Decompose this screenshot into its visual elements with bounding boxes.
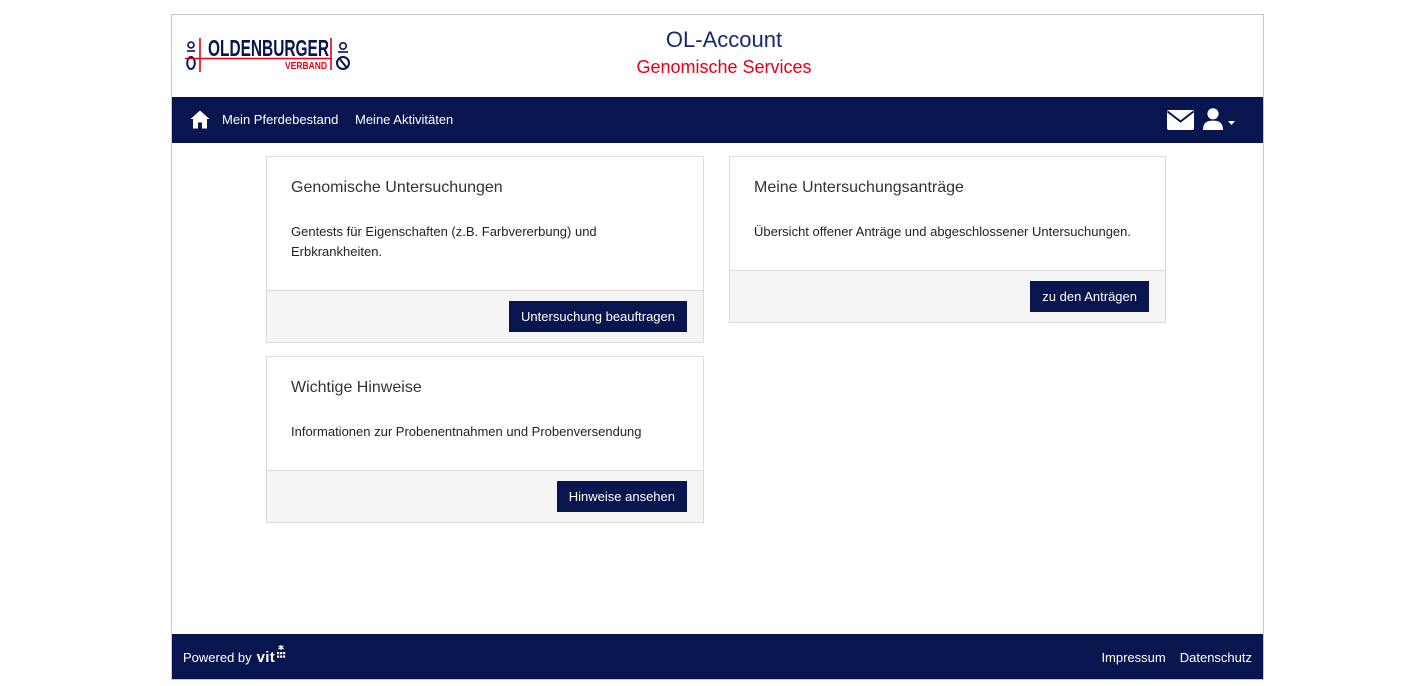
card-description: Informationen zur Probenentnahmen und Probenversendung — [291, 424, 642, 439]
app-subtitle: Genomische Services — [636, 57, 812, 77]
app-window — [171, 14, 1264, 680]
vit-logo[interactable] — [257, 649, 286, 666]
impressum-link[interactable]: Impressum — [1101, 650, 1166, 665]
card-title: Meine Untersuchungsanträge — [754, 179, 964, 196]
powered-by-label: Powered by — [183, 650, 252, 665]
powered-by — [183, 649, 286, 666]
card-untersuchungsantraege — [729, 156, 1166, 323]
hinweise-ansehen-button[interactable]: Hinweise ansehen — [557, 481, 687, 512]
header-titles — [172, 27, 1263, 79]
card-body — [267, 157, 703, 290]
card-body — [730, 157, 1165, 270]
card-description: Gentests für Eigenschaften (z.B. Farbvererbung) und Erbkrankheiten. — [291, 224, 597, 259]
nav-item-aktivitaeten[interactable]: Meine Aktivitäten — [355, 112, 454, 127]
user-icon — [1203, 108, 1223, 130]
card-title: Wichtige Hinweise — [291, 379, 422, 396]
logo-subline: VERBAND — [285, 61, 327, 72]
card-footer — [730, 270, 1165, 322]
nav-item-pferdebestand[interactable]: Mein Pferdebestand — [222, 112, 339, 127]
user-menu-toggle[interactable] — [1203, 108, 1233, 130]
card-description: Übersicht offener Anträge und abgeschlossener Untersuchungen. — [754, 224, 1132, 239]
card-title: Genomische Untersuchungen — [291, 179, 503, 196]
main-navbar — [172, 97, 1263, 143]
envelope-icon-graphic — [1167, 110, 1194, 130]
page-footer — [172, 634, 1263, 679]
footer-links — [1087, 650, 1252, 665]
vit-logo-mark-icon — [276, 645, 286, 659]
logo-wordmark: OLDENBURGER — [208, 35, 330, 61]
card-footer — [267, 290, 703, 342]
card-footer — [267, 470, 703, 522]
card-wichtige-hinweise — [266, 356, 704, 523]
card-genomische-untersuchungen — [266, 156, 704, 343]
card-body — [267, 357, 703, 470]
untersuchung-beauftragen-button[interactable]: Untersuchung beauftragen — [509, 301, 687, 332]
page-header — [172, 15, 1263, 97]
vit-logo-text: vit — [256, 649, 276, 666]
home-icon-graphic — [190, 110, 210, 129]
caret-down-icon — [1228, 121, 1235, 125]
home-icon[interactable] — [190, 110, 210, 129]
zu-den-antraegen-button[interactable]: zu den Anträgen — [1030, 281, 1149, 312]
envelope-icon[interactable] — [1167, 110, 1194, 130]
app-title: OL-Account — [665, 27, 783, 52]
datenschutz-link[interactable]: Datenschutz — [1179, 650, 1252, 665]
